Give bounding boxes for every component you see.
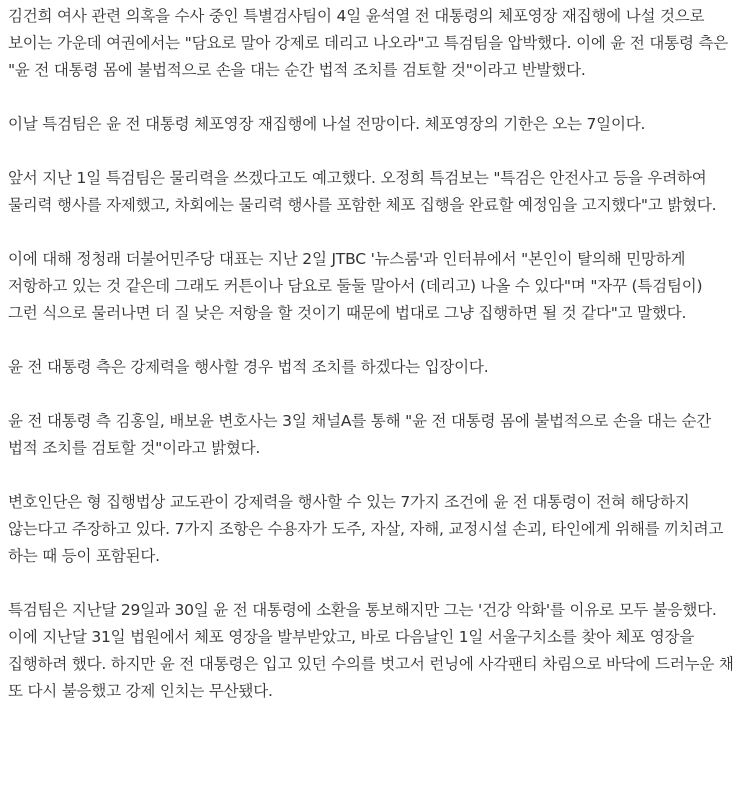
article-paragraph: 변호인단은 형 집행법상 교도관이 강제력을 행사할 수 있는 7가지 조건에 윤 전 대통령이 전혀 해당하지 않는다고 주장하고 있다. 7가지 조항은 수용자가 도주, 자살, 자해, 교정시설 손괴, 타인에게 위해를 끼치려고 하는 때 등이 포함된다. [8, 493, 724, 565]
article-paragraph: 윤 전 대통령 측은 강제력을 행사할 경우 법적 조치를 하겠다는 입장이다. [8, 358, 489, 376]
article-paragraph: 김건희 여사 관련 의혹을 수사 중인 특별검사팀이 4일 윤석열 전 대통령의 체포영장 재집행에 나설 것으로 보이는 가운데 여권에서는 "담요로 말아 강제로 데리고 나오라"고 특검팀을 압박했다. 이에 윤 전 대통령 측은 "윤 전 대통령 몸에 불법적으로 손을 대는 순간 법적 조치를 검토할 것"이라고 반발했다. [8, 7, 729, 79]
article-paragraph: 앞서 지난 1일 특검팀은 물리력을 쓰겠다고도 예고했다. 오정희 특검보는 "특검은 안전사고 등을 우려하여 물리력 행사를 자제했고, 차회에는 물리력 행사를 포함한 체포 집행을 완료할 예정임을 고지했다"고 밝혔다. [8, 169, 717, 214]
article-paragraph: 특검팀은 지난달 29일과 30일 윤 전 대통령에 소환을 통보해지만 그는 '건강 악화'를 이유로 모두 불응했다. 이에 지난달 31일 법원에서 체포 영장을 발부받았고, 바로 다음날인 1일 서울구치소를 찾아 체포 영장을 집행하려 했다. 하지만 윤 전 대통령은 입고 있던 수의를 벗고서 런닝에 사각팬티 차림으로 바닥에 드러누운 채 또 다시 불응했고 강제 인치는 무산됐다. [8, 601, 734, 700]
article-paragraph: 이날 특검팀은 윤 전 대통령 체포영장 재집행에 나설 전망이다. 체포영장의 기한은 오는 7일이다. [8, 115, 646, 133]
article-body [8, 3, 735, 705]
article-paragraph: 윤 전 대통령 측 김홍일, 배보윤 변호사는 3일 채널A를 통해 "윤 전 대통령 몸에 불법적으로 손을 대는 순간 법적 조치를 검토할 것"이라고 밝혔다. [8, 412, 712, 457]
article-paragraph: 이에 대해 정청래 더불어민주당 대표는 지난 2일 JTBC '뉴스룸'과 인터뷰에서 "본인이 탈의해 민망하게 저항하고 있는 것 같은데 그래도 커튼이나 담요로 둘둘 말아서 (데리고) 나올 수 있다"며 "자꾸 (특검팀이) 그런 식으로 물러나면 더 질 낮은 저항을 할 것이기 때문에 법대로 그냥 집행하면 될 것 같다"고 말했다. [8, 250, 703, 322]
